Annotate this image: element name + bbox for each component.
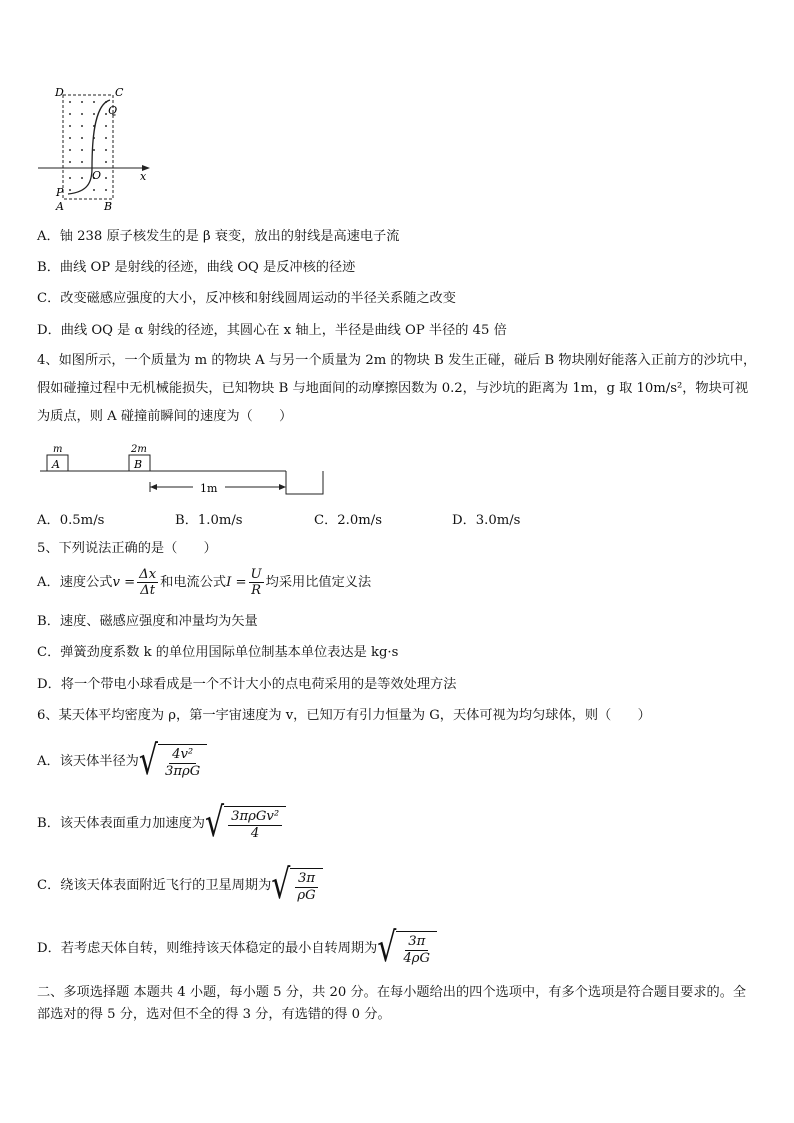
- q3-option-b: B．曲线 OP 是射线的径迹，曲线 OQ 是反冲核的径迹: [37, 260, 356, 275]
- q5-option-a: [37, 566, 371, 602]
- label-a: A: [56, 200, 64, 213]
- label-block-a: A: [52, 458, 60, 471]
- q6-option-a: [37, 738, 207, 786]
- track-op: [68, 168, 92, 194]
- q4-option-b: B．1.0m/s: [175, 513, 243, 528]
- q4-option-a: A．0.5m/s: [37, 513, 105, 528]
- q6-d-text: D．若考虑天体自转，则维持该天体稳定的最小自转周期为: [37, 941, 378, 956]
- q3-option-a: A．铀 238 原子核发生的是 β 衰变，放出的射线是高速电子流: [37, 229, 400, 244]
- collision-figure: [38, 442, 338, 502]
- q6-b-radical: [204, 799, 286, 847]
- q6-b-numerator: 3πρGv²: [228, 809, 282, 826]
- field-track-figure: [36, 82, 156, 214]
- label-b: B: [104, 200, 113, 213]
- q6-option-b: [37, 800, 286, 848]
- label-d: D: [55, 86, 64, 99]
- label-q: Q: [108, 104, 118, 117]
- sqrt-icon: √: [204, 799, 225, 847]
- q6-c-radical: [271, 861, 322, 909]
- velocity-fraction: [137, 567, 158, 598]
- current-numerator: U: [250, 567, 262, 582]
- q4-option-d: D．3.0m/s: [452, 513, 521, 528]
- q6-option-d: [37, 925, 437, 973]
- label-x: x: [140, 170, 147, 183]
- q6-a-denominator: 3πρG: [164, 764, 201, 779]
- q3-option-c: C．改变磁感应强度的大小，反冲核和射线圆周运动的半径关系随之改变: [37, 291, 456, 306]
- q6-stem: 6、某天体平均密度为 ρ，第一宇宙速度为 v，已知万有引力恒量为 G，天体可视为均匀球体，则（ ）: [37, 708, 651, 723]
- q5-option-d: D．将一个带电小球看成是一个不计大小的点电荷采用的是等效处理方法: [37, 677, 457, 692]
- q4-option-c: C．2.0m/s: [314, 513, 382, 528]
- q5-a-velocity-symbol: v =: [112, 575, 136, 590]
- current-denominator: R: [251, 583, 262, 598]
- q6-b-text: B．该天体表面重力加速度为: [37, 816, 205, 831]
- q5-option-c: C．弹簧劲度系数 k 的单位用国际单位制基本单位表达是 kg·s: [37, 645, 399, 660]
- q6-a-text: A．该天体半径为: [37, 754, 139, 769]
- current-fraction: [249, 567, 264, 598]
- distance-label: 1m: [200, 482, 218, 495]
- sqrt-icon: √: [271, 861, 291, 909]
- q4-stem: 4、如图所示，一个质量为 m 的物块 A 与另一个质量为 2m 的物块 B 发生正碰，碰后 B 物块刚好能落入正前方的沙坑中，假如碰撞过程中无机械能损失，已知物块 B 与地面间的动摩擦因数为 0.2，与沙坑的距离为 1m，g 取 10m/s²，物块可视为质点，则 A 碰撞前瞬间的速度为（ ）: [37, 353, 757, 424]
- velocity-denominator: Δt: [140, 583, 156, 598]
- sqrt-icon: √: [377, 924, 397, 972]
- q5-stem: 5、下列说法正确的是（ ）: [37, 541, 217, 556]
- label-block-b: B: [134, 458, 143, 471]
- q5-a-current-symbol: I =: [226, 575, 247, 590]
- label-mass-m: m: [53, 444, 63, 455]
- q6-a-radical: [138, 737, 207, 785]
- label-p: P: [56, 186, 64, 199]
- q5-option-b: B．速度、磁感应强度和冲量均为矢量: [37, 614, 258, 629]
- q6-b-denominator: 4: [250, 826, 260, 841]
- label-mass-2m: 2m: [131, 444, 147, 455]
- q6-c-numerator: 3π: [295, 871, 318, 888]
- sqrt-icon: √: [138, 737, 158, 785]
- field-dots: [69, 101, 107, 191]
- q6-a-numerator: 4v²: [169, 747, 196, 764]
- arrow-right-icon: [279, 484, 286, 490]
- label-c: C: [115, 86, 124, 99]
- q6-d-numerator: 3π: [405, 934, 428, 951]
- velocity-numerator: Δx: [139, 567, 157, 582]
- arrow-left-icon: [150, 484, 157, 490]
- q6-option-c: [37, 862, 323, 910]
- q5-a-prefix: A．速度公式: [37, 575, 113, 590]
- q6-d-denominator: 4ρG: [403, 951, 431, 966]
- section-2-instructions: 二、多项选择题 本题共 4 小题，每小题 5 分，共 20 分。在每小题给出的四个选项中，有多个选项是符合题目要求的。全部选对的得 5 分，选对但不全的得 3 分，有选错的得 0 分。: [37, 985, 747, 1022]
- q3-option-d: D．曲线 OQ 是 α 射线的径迹，其圆心在 x 轴上，半径是曲线 OP 半径的 45 倍: [37, 323, 507, 338]
- q6-d-radical: [377, 924, 437, 972]
- field-boundary: [63, 95, 113, 199]
- label-o: O: [92, 169, 102, 182]
- q6-c-text: C．绕该天体表面附近飞行的卫星周期为: [37, 878, 272, 893]
- sand-pit: [286, 471, 323, 494]
- q6-c-denominator: ρG: [297, 888, 316, 903]
- q5-a-suffix: 均采用比值定义法: [265, 575, 372, 590]
- q5-a-middle: 和电流公式: [160, 575, 227, 590]
